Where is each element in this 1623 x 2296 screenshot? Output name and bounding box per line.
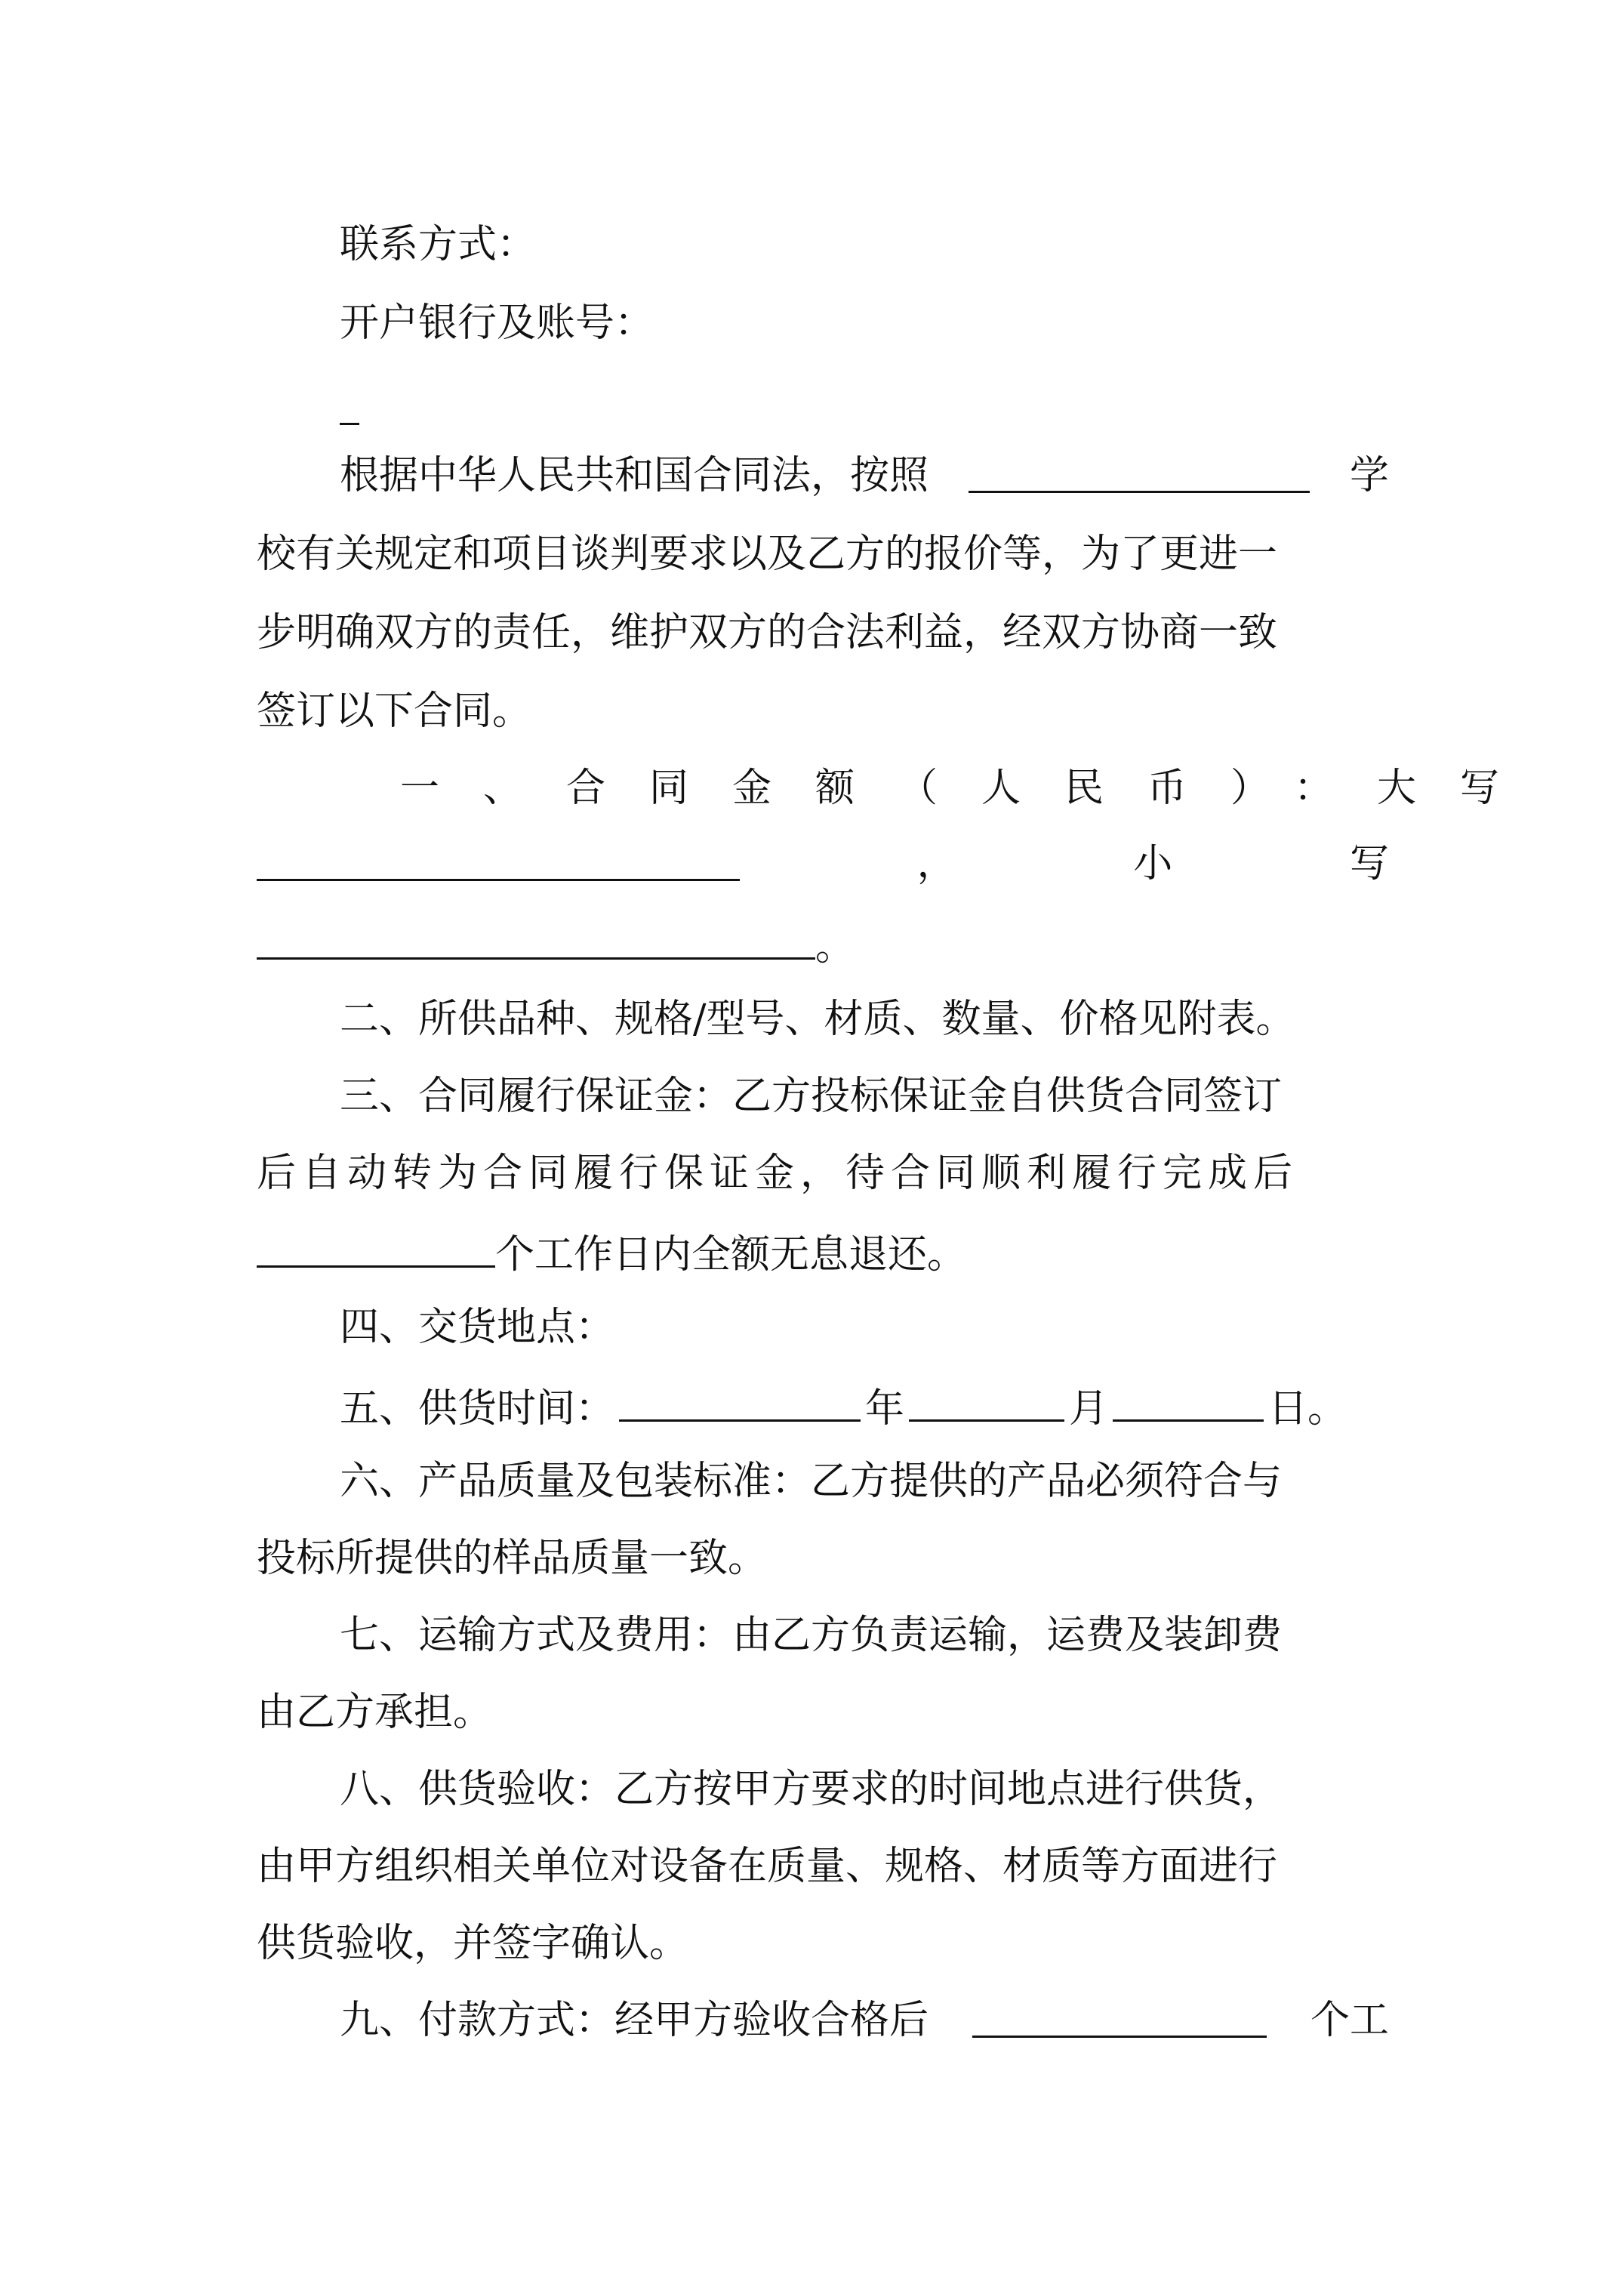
month-label: 月: [1069, 1386, 1109, 1432]
amount-lowercase-blank: [257, 918, 815, 960]
amount-small-char: 小: [1133, 841, 1173, 886]
preamble-line-2: 校有关规定和项目谈判要求以及乙方的报价等，为了更进一: [257, 532, 1278, 577]
delivery-time-label: 五、供货时间：: [340, 1386, 615, 1432]
month-blank: [909, 1380, 1064, 1422]
school-name-blank: [969, 451, 1310, 493]
contact-line: 联系方式：: [340, 222, 537, 267]
section-8-line-3: 供货验收，并签字确认。: [257, 1921, 689, 1966]
section-5-line: [340, 1380, 1389, 1432]
section-1-amount-line-2: [257, 840, 1389, 888]
preamble-line-3: 步明确双方的责任，维护双方的合法利益，经双方协商一致: [257, 610, 1278, 655]
section-6-line-2: 投标所提供的样品质量一致。: [257, 1536, 768, 1581]
payment-text: 九、付款方式：经甲方验收合格后: [340, 1998, 929, 2043]
section-8-line-2: 由甲方组织相关单位对设备在质量、规格、材质等方面进行: [257, 1844, 1278, 1889]
amount-uppercase-blank: [257, 840, 740, 881]
payment-text-end: 个工: [1310, 1998, 1389, 2043]
section-9-line-1: [340, 1996, 1389, 2045]
refund-days-blank: [257, 1226, 495, 1268]
section-7-line-1: 七、运输方式及费用：由乙方负责运输，运费及装卸费: [340, 1613, 1283, 1658]
section-2-line: 二、所供品种、规格/型号、材质、数量、价格见附表。: [340, 997, 1295, 1042]
day-blank: [1113, 1380, 1264, 1422]
underscore-mark: [340, 423, 359, 425]
preamble-line-4: 签订以下合同。: [257, 689, 532, 734]
section-3-line-3: [257, 1226, 1389, 1277]
section-1-amount-heading: 一、合同金额（人民币）：大写: [400, 766, 1544, 811]
section-4-line: 四、交货地点：: [340, 1305, 615, 1350]
section-8-line-1: 八、供货验收：乙方按甲方要求的时间地点进行供货，: [340, 1767, 1283, 1812]
section-7-line-2: 由乙方承担。: [257, 1690, 493, 1735]
preamble-school-char: 学: [1349, 453, 1389, 498]
year-label: 年: [865, 1386, 905, 1432]
amount-comma: ，: [916, 841, 956, 886]
section-1-amount-line-3: [257, 918, 1389, 969]
amount-write-char: 写: [1349, 841, 1389, 886]
section-3-line-2: 后自动转为合同履行保证金，待合同顺利履行完成后: [257, 1151, 1299, 1196]
year-blank: [619, 1380, 861, 1422]
bank-account-line: 开户银行及账号：: [340, 300, 654, 346]
section-6-line-1: 六、产品质量及包装标准：乙方提供的产品必须符合与: [340, 1459, 1283, 1504]
preamble-line-1: [340, 451, 1389, 500]
section-3-line-1: 三、合同履行保证金：乙方投标保证金自供货合同签订: [340, 1074, 1283, 1119]
amount-end-mark: 。: [815, 924, 855, 969]
preamble-text: 根据中华人民共和国合同法，按照: [340, 453, 929, 498]
payment-days-blank: [972, 1996, 1267, 2038]
day-label: 日。: [1268, 1386, 1347, 1432]
refund-text: 个工作日内全额无息退还。: [495, 1232, 967, 1277]
